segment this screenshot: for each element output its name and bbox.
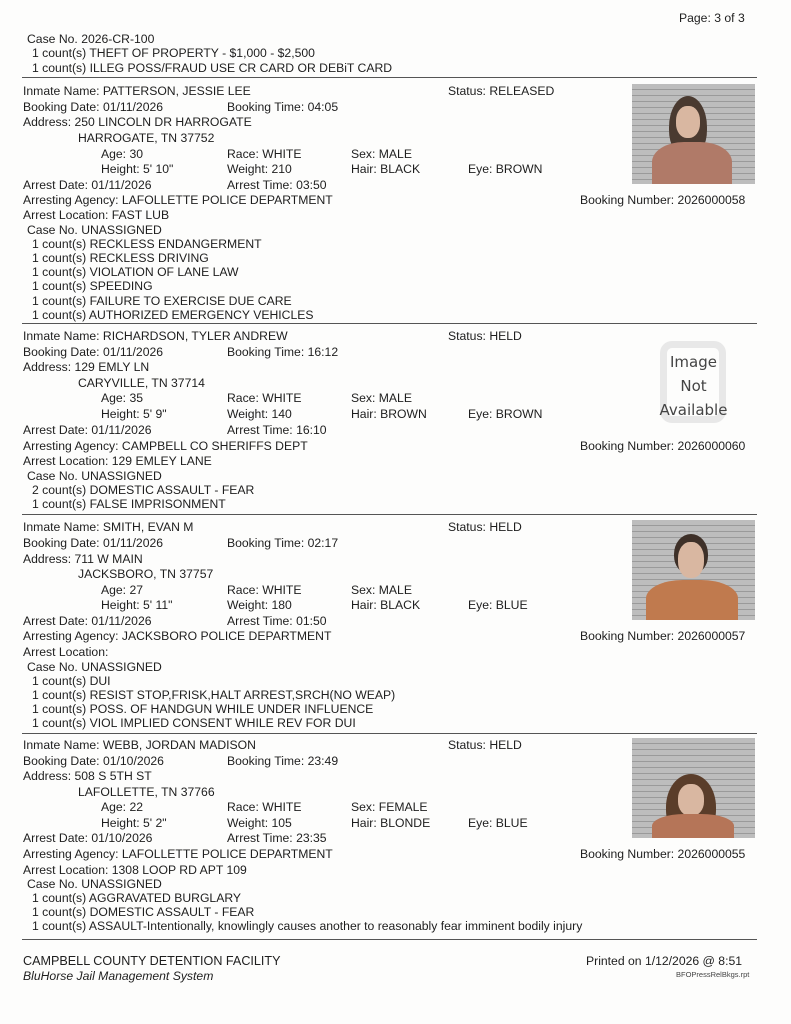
mugshot-photo (632, 738, 755, 838)
eye: Eye: BLUE (468, 816, 528, 830)
charge: 1 count(s) ASSAULT-Intentionally, knowlingly causes another to reasonably fear imminent bodily injury (32, 919, 583, 933)
address-line1: Address: 129 EMLY LN (23, 360, 150, 374)
inmate-name: Inmate Name: PATTERSON, JESSIE LEE (23, 84, 251, 98)
inmate-status: Status: RELEASED (448, 84, 555, 98)
no-image-text: Available (659, 401, 728, 419)
arresting-agency: Arresting Agency: CAMPBELL CO SHERIFFS DEPT (23, 439, 308, 453)
height: Height: 5' 11" (101, 598, 173, 612)
hair: Hair: BLACK (351, 162, 421, 176)
facility-name: CAMPBELL COUNTY DETENTION FACILITY (23, 954, 281, 968)
booking-time: Booking Time: 23:49 (227, 754, 339, 768)
sex: Sex: MALE (351, 391, 412, 405)
inmate-status: Status: HELD (448, 738, 522, 752)
booking-date: Booking Date: 01/11/2026 (23, 100, 164, 114)
eye: Eye: BLUE (468, 598, 528, 612)
arrest-time: Arrest Time: 01:50 (227, 614, 327, 628)
age: Age: 22 (101, 800, 144, 814)
inmate-status: Status: HELD (448, 520, 522, 534)
address-line1: Address: 508 S 5TH ST (23, 769, 152, 783)
age: Age: 35 (101, 391, 144, 405)
case-no: Case No. UNASSIGNED (27, 469, 162, 483)
charge: 1 count(s) AUTHORIZED EMERGENCY VEHICLES (32, 308, 314, 322)
footer-divider (22, 939, 757, 940)
section-divider (22, 323, 757, 324)
booking-date: Booking Date: 01/11/2026 (23, 536, 164, 550)
inmate-name: Inmate Name: WEBB, JORDAN MADISON (23, 738, 256, 752)
no-image-text: Image (670, 353, 717, 371)
carryover-charge: 1 count(s) ILLEG POSS/FRAUD USE CR CARD OR DEBiT CARD (32, 61, 393, 75)
booking-number: Booking Number: 2026000058 (580, 193, 746, 207)
address-line2: JACKSBORO, TN 37757 (78, 567, 214, 581)
arresting-agency: Arresting Agency: LAFOLLETTE POLICE DEPARTMENT (23, 847, 333, 861)
charge: 1 count(s) FALSE IMPRISONMENT (32, 497, 226, 511)
arresting-agency: Arresting Agency: LAFOLLETTE POLICE DEPARTMENT (23, 193, 333, 207)
hair: Hair: BLONDE (351, 816, 431, 830)
section-divider (22, 733, 757, 734)
arrest-time: Arrest Time: 03:50 (227, 178, 327, 192)
weight: Weight: 180 (227, 598, 292, 612)
charge: 1 count(s) RECKLESS ENDANGERMENT (32, 237, 262, 251)
booking-number: Booking Number: 2026000060 (580, 439, 746, 453)
arrest-location: Arrest Location: 1308 LOOP RD APT 109 (23, 863, 247, 877)
arrest-date: Arrest Date: 01/11/2026 (23, 423, 152, 437)
mugshot-photo (632, 520, 755, 620)
charge: 1 count(s) VIOL IMPLIED CONSENT WHILE REV FOR DUI (32, 716, 356, 730)
eye: Eye: BROWN (468, 162, 543, 176)
page-number: Page: 3 of 3 (679, 11, 745, 25)
booking-date: Booking Date: 01/10/2026 (23, 754, 164, 768)
booking-date: Booking Date: 01/11/2026 (23, 345, 164, 359)
hair: Hair: BLACK (351, 598, 421, 612)
booking-time: Booking Time: 04:05 (227, 100, 339, 114)
case-no: Case No. UNASSIGNED (27, 223, 162, 237)
inmate-status: Status: HELD (448, 329, 522, 343)
race: Race: WHITE (227, 800, 302, 814)
height: Height: 5' 9" (101, 407, 167, 421)
booking-number: Booking Number: 2026000055 (580, 847, 746, 861)
charge: 1 count(s) AGGRAVATED BURGLARY (32, 891, 242, 905)
race: Race: WHITE (227, 147, 302, 161)
carryover-case-no: Case No. 2026-CR-100 (27, 32, 155, 46)
sex: Sex: FEMALE (351, 800, 428, 814)
height: Height: 5' 10" (101, 162, 174, 176)
arrest-location: Arrest Location: FAST LUB (23, 208, 170, 222)
address-line2: HARROGATE, TN 37752 (78, 131, 215, 145)
section-divider (22, 77, 757, 78)
age: Age: 30 (101, 147, 144, 161)
no-image-text: Not (680, 377, 707, 395)
charge: 1 count(s) RECKLESS DRIVING (32, 251, 209, 265)
printed-timestamp: Printed on 1/12/2026 @ 8:51 (586, 954, 743, 968)
charge: 1 count(s) DOMESTIC ASSAULT - FEAR (32, 905, 255, 919)
no-image-placeholder (632, 333, 755, 433)
race: Race: WHITE (227, 391, 302, 405)
arrest-date: Arrest Date: 01/10/2026 (23, 831, 153, 845)
system-name: BluHorse Jail Management System (23, 969, 214, 983)
booking-number: Booking Number: 2026000057 (580, 629, 746, 643)
weight: Weight: 210 (227, 162, 292, 176)
sex: Sex: MALE (351, 147, 412, 161)
arrest-date: Arrest Date: 01/11/2026 (23, 614, 152, 628)
charge: 1 count(s) SPEEDING (32, 279, 153, 293)
report-code: BFOPressRelBkgs.rpt (676, 970, 750, 979)
charge: 1 count(s) POSS. OF HANDGUN WHILE UNDER INFLUENCE (32, 702, 374, 716)
arresting-agency: Arresting Agency: JACKSBORO POLICE DEPARTMENT (23, 629, 332, 643)
inmate-name: Inmate Name: RICHARDSON, TYLER ANDREW (23, 329, 288, 343)
case-no: Case No. UNASSIGNED (27, 877, 162, 891)
charge: 2 count(s) DOMESTIC ASSAULT - FEAR (32, 483, 255, 497)
eye: Eye: BROWN (468, 407, 543, 421)
arrest-location: Arrest Location: 129 EMLEY LANE (23, 454, 212, 468)
section-divider (22, 514, 757, 515)
address-line1: Address: 711 W MAIN (23, 552, 143, 566)
arrest-time: Arrest Time: 23:35 (227, 831, 327, 845)
arrest-date: Arrest Date: 01/11/2026 (23, 178, 152, 192)
address-line1: Address: 250 LINCOLN DR HARROGATE (23, 115, 252, 129)
mugshot-photo (632, 84, 755, 184)
charge: 1 count(s) FAILURE TO EXERCISE DUE CARE (32, 294, 292, 308)
address-line2: LAFOLLETTE, TN 37766 (78, 785, 215, 799)
address-line2: CARYVILLE, TN 37714 (78, 376, 205, 390)
charge: 1 count(s) RESIST STOP,FRISK,HALT ARREST,SRCH(NO WEAP) (32, 688, 396, 702)
sex: Sex: MALE (351, 583, 412, 597)
weight: Weight: 140 (227, 407, 292, 421)
inmate-name: Inmate Name: SMITH, EVAN M (23, 520, 194, 534)
arrest-time: Arrest Time: 16:10 (227, 423, 327, 437)
hair: Hair: BROWN (351, 407, 427, 421)
charge: 1 count(s) DUI (32, 674, 111, 688)
booking-time: Booking Time: 16:12 (227, 345, 339, 359)
age: Age: 27 (101, 583, 144, 597)
height: Height: 5' 2" (101, 816, 167, 830)
charge: 1 count(s) VIOLATION OF LANE LAW (32, 265, 239, 279)
arrest-location: Arrest Location: (23, 645, 109, 659)
weight: Weight: 105 (227, 816, 292, 830)
booking-time: Booking Time: 02:17 (227, 536, 339, 550)
case-no: Case No. UNASSIGNED (27, 660, 162, 674)
race: Race: WHITE (227, 583, 302, 597)
carryover-charge: 1 count(s) THEFT OF PROPERTY - $1,000 - $2,500 (32, 46, 315, 60)
